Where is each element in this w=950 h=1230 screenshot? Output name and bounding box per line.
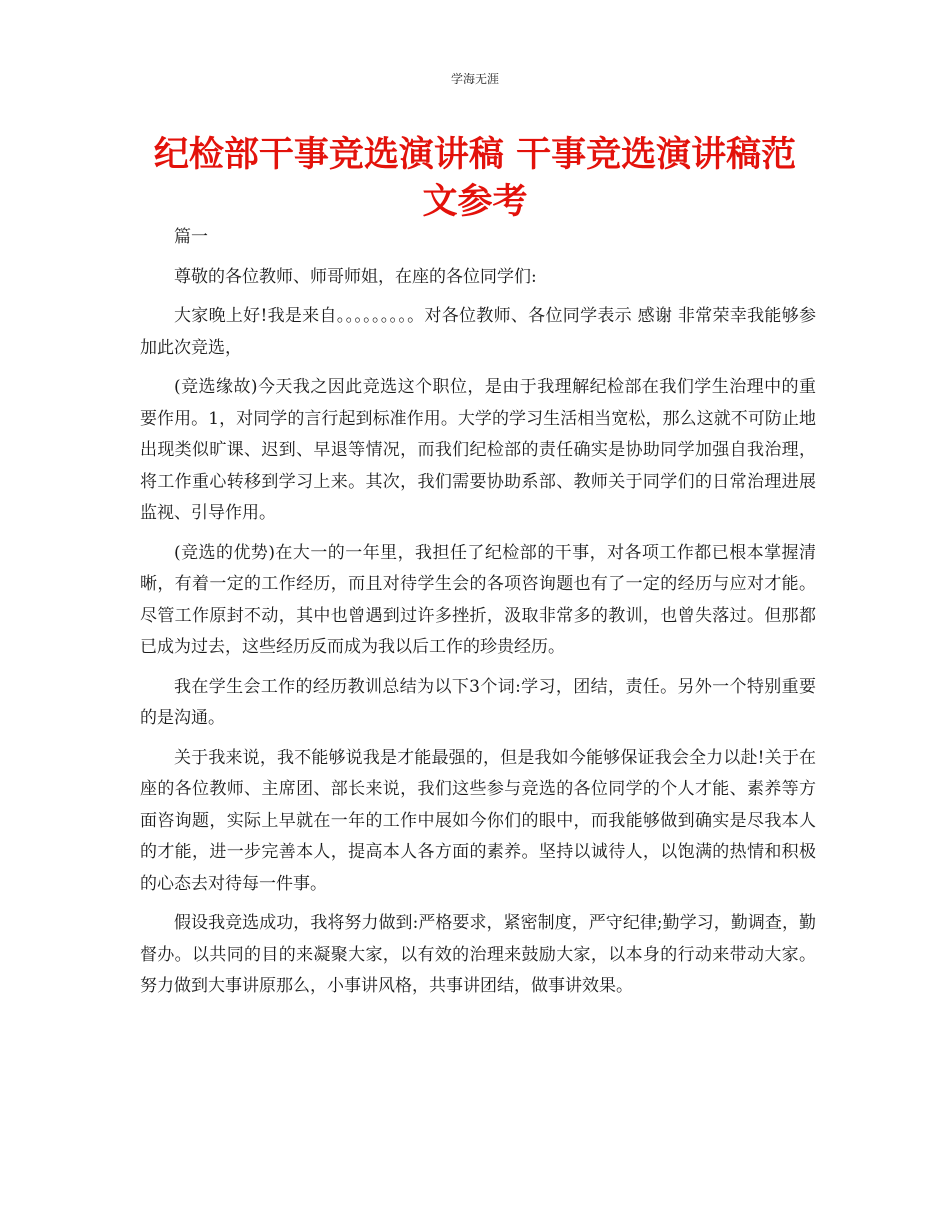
- title-line-2: 文参考: [422, 182, 528, 222]
- section-label: 篇一: [174, 227, 208, 247]
- paragraph: 假设我竞选成功，我将努力做到:严格要求，紧密制度，严守纪律;勤学习，勤调查，勤督办。以共同的目的来凝聚大家，以有效的治理来鼓励大家，以本身的行动来带动大家。努力做到大事讲原那么，小事讲风格，共事讲团结，做事讲效果。: [140, 913, 816, 996]
- paragraph: 我在学生会工作的经历教训总结为以下3个词:学习，团结，责任。另外一个特别重要的是沟通。: [140, 676, 816, 728]
- salutation: 尊敬的各位教师、师哥师姐，在座的各位同学们:: [174, 266, 537, 287]
- paragraph: 大家晚上好!我是来自。。。。。。。。。对各位教师、各位同学表示 感谢 非常荣幸我能够参加此次竞选，: [140, 306, 816, 358]
- document-body: [140, 222, 816, 1011]
- page-header: 学海无涯: [450, 72, 499, 86]
- paragraph: 关于我来说，我不能够说我是才能最强的，但是我如今能够保证我会全力以赴!关于在座的各位教师、主席团、部长来说，我们这些参与竞选的各位同学的个人才能、素养等方面咨询题，实际上早就在一年的工作中展如今你们的眼中，而我能够做到确实是尽我本人的才能，进一步完善本人，提高本人各方面的素养。坚持以诚待人，以饱满的热情和积极的心态去对待每一件事。: [140, 747, 816, 894]
- paragraph: (竞选缘故)今天我之因此竞选这个职位，是由于我理解纪检部在我们学生治理中的重要作用。1，对同学的言行起到标准作用。大学的学习生活相当宽松，那么这就不可防止地出现类似旷课、迟到、早退等情况，而我们纪检部的责任确实是协助同学加强自我治理，将工作重心转移到学习上来。其次，我们需要协助系部、教师关于同学们的日常治理进展监视、引导作用。: [140, 377, 816, 523]
- title-line-1: 纪检部干事竞选演讲稿 干事竞选演讲稿范: [153, 135, 797, 175]
- document-title: [120, 132, 830, 226]
- paragraph: (竞选的优势)在大一的一年里，我担任了纪检部的干事，对各项工作都已根本掌握清晰，有着一定的工作经历，而且对待学生会的各项咨询题也有了一定的经历与应对才能。尽管工作原封不动，其中也曾遇到过许多挫折，汲取非常多的教训，也曾失落过。但那都已成为过去，这些经历反而成为我以后工作的珍贵经历。: [140, 542, 816, 657]
